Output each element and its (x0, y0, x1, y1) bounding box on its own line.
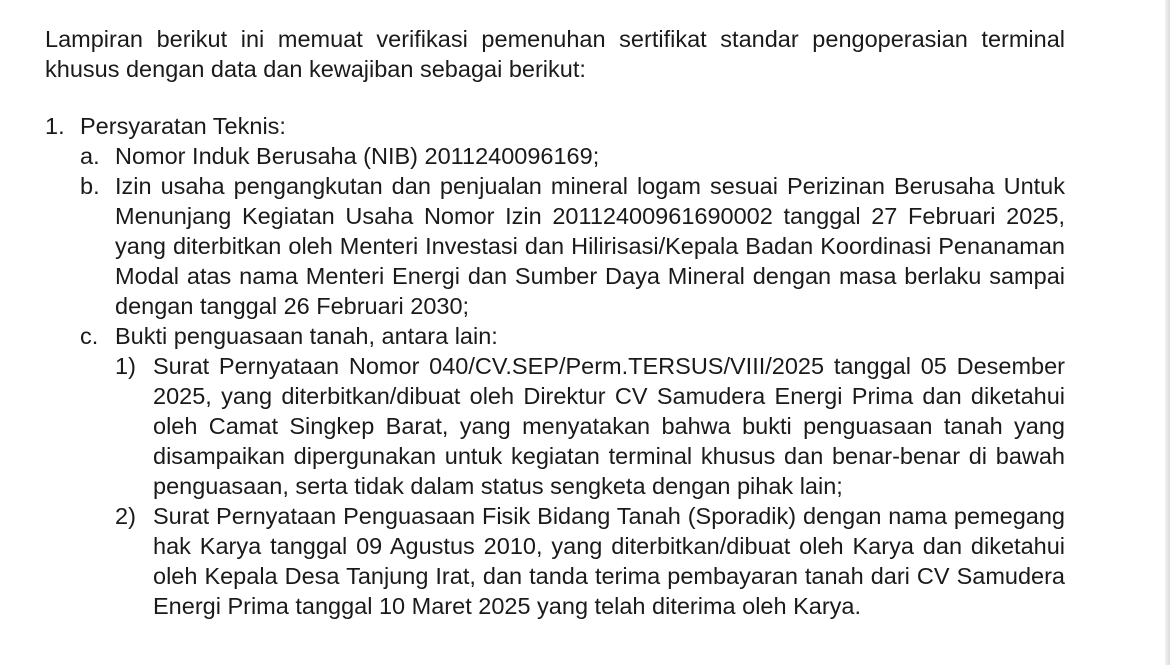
sub-sub-item-text: Surat Pernyataan Penguasaan Fisik Bidang Tanah (Sporadik) dengan nama pemegang hak Karya tanggal 09 Agustus 2010, yang diterbitkan/dibuat oleh Karya dan diketahui oleh Kepala Desa Tanjung Irat, dan tanda terima pembayaran tanah dari CV Samudera Energi Prima tanggal 10 Maret 2025 yang telah diterima oleh Karya. (153, 503, 1065, 619)
list-item-1 (45, 111, 1065, 141)
sub-item-text: Nomor Induk Berusaha (NIB) 2011240096169; (115, 143, 600, 169)
sub-sub-item-marker: 1) (115, 353, 136, 379)
list-item-text: Persyaratan Teknis: (80, 113, 286, 139)
sub-item-text: Bukti penguasaan tanah, antara lain: (115, 323, 498, 349)
sub-sub-item-2 (45, 501, 1065, 621)
document-body (45, 24, 1065, 621)
sub-sub-item-1 (45, 351, 1065, 501)
sub-item-b (45, 171, 1065, 321)
page-edge-shadow (1165, 0, 1170, 665)
sub-item-a (45, 141, 1065, 171)
paragraph-gap (45, 84, 1065, 111)
sub-item-c (45, 321, 1065, 351)
list-marker: 1. (45, 113, 65, 139)
sub-item-text: Izin usaha pengangkutan dan penjualan mineral logam sesuai Perizinan Berusaha Untuk Menunjang Kegiatan Usaha Nomor Izin 20112400961690002 tanggal 27 Februari 2025, yang diterbitkan oleh Menteri Investasi dan Hilirisasi/Kepala Badan Koordinasi Penanaman Modal atas nama Menteri Energi dan Sumber Daya Mineral dengan masa berlaku sampai dengan tanggal 26 Februari 2030; (115, 173, 1065, 319)
intro-paragraph: Lampiran berikut ini memuat verifikasi pemenuhan sertifikat standar pengoperasian terminal khusus dengan data dan kewajiban sebagai berikut: (45, 26, 1065, 82)
sub-item-marker: a. (80, 143, 100, 169)
sub-sub-item-marker: 2) (115, 503, 136, 529)
sub-item-marker: c. (80, 323, 99, 349)
intro-block (45, 24, 1065, 84)
sub-sub-item-text: Surat Pernyataan Nomor 040/CV.SEP/Perm.TERSUS/VIII/2025 tanggal 05 Desember 2025, yang diterbitkan/dibuat oleh Direktur CV Samudera Energi Prima dan diketahui oleh Camat Singkep Barat, yang menyatakan bahwa bukti penguasaan tanah yang disampaikan dipergunakan untuk kegiatan terminal khusus dan benar-benar di bawah penguasaan, serta tidak dalam status sengketa dengan pihak lain; (153, 353, 1065, 499)
sub-item-marker: b. (80, 173, 100, 199)
